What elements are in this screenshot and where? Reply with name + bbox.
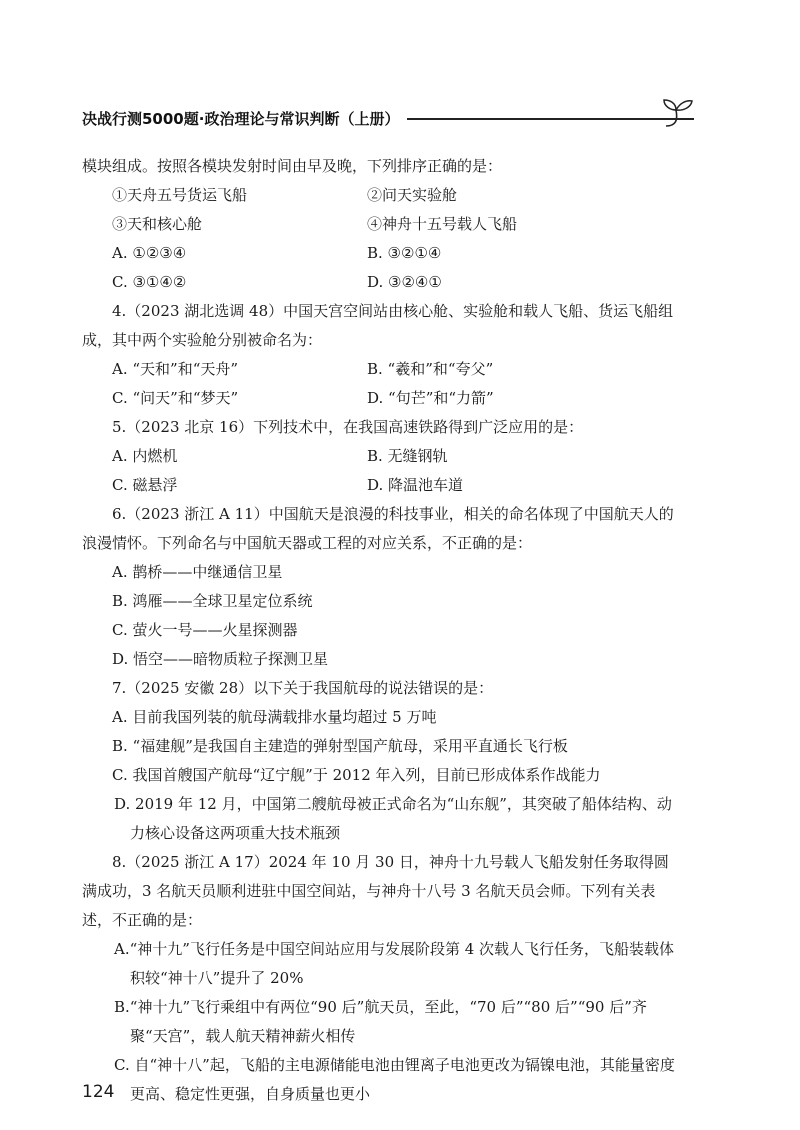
question-stem: 7.（2025 安徽 28）以下关于我国航母的说法错误的是：: [112, 679, 494, 697]
option: C. 萤火一号——火星探测器: [112, 621, 298, 639]
option: B. 鸿雁——全球卫星定位系统: [112, 592, 313, 610]
question-stem: 模块组成。按照各模块发射时间由早及晚，下列排序正确的是：: [82, 157, 503, 175]
question-4: [82, 297, 682, 413]
item: ①天舟五号货运飞船: [112, 186, 248, 204]
option: A. 内燃机: [112, 447, 178, 465]
option-row: [82, 471, 682, 500]
question-stem: 4.（2023 湖北选调 48）中国天宫空间站由核心舱、实验舱和载人飞船、货运飞船组成，其中两个实验舱分别被命名为：: [82, 302, 674, 349]
item: ④神舟十五号载人飞船: [367, 215, 518, 233]
item: ②问天实验舱: [367, 186, 458, 204]
option-row: [82, 239, 682, 268]
option: D. 降温池车道: [367, 476, 464, 494]
option: C. 自“神十八”起，飞船的主电源储能电池由锂离子电池更改为镉镍电池，其能量密度更高、稳定性更强，自身质量也更小: [114, 1056, 675, 1103]
option: D. “句芒”和“力箭”: [367, 389, 494, 407]
question-list: [82, 152, 682, 1109]
sprout-icon: [646, 92, 696, 128]
running-header: [82, 106, 694, 130]
question-3: [82, 152, 682, 297]
question-stem: 8.（2025 浙江 A 17）2024 年 10 月 30 日，神舟十九号载人飞船发射任务取得圆满成功，3 名航天员顺利进驻中国空间站，与神舟十八号 3 名航天员会师。下列有关表述，不正确的是：: [82, 853, 669, 929]
page-number: 124: [82, 1082, 115, 1102]
option: B. ③②①④: [367, 244, 442, 262]
item-row: [82, 210, 682, 239]
option: C. 我国首艘国产航母“辽宁舰”于 2012 年入列，目前已形成体系作战能力: [112, 766, 601, 784]
option: B. “羲和”和“夸父”: [367, 360, 494, 378]
option: B. 无缝钢轨: [367, 447, 448, 465]
question-8: [82, 848, 682, 1109]
option: D. ③②④①: [367, 273, 442, 291]
option: C. 磁悬浮: [112, 476, 178, 494]
option: A. ①②③④: [112, 244, 187, 262]
option-row: [82, 442, 682, 471]
option: D. 2019 年 12 月，中国第二艘航母被正式命名为“山东舰”，其突破了船体结构、动力核心设备这两项重大技术瓶颈: [114, 795, 672, 842]
option: C. ③①④②: [112, 273, 187, 291]
question-5: [82, 413, 682, 500]
item: ③天和核心舱: [112, 215, 203, 233]
option: A. 鹊桥——中继通信卫星: [112, 563, 283, 581]
option-row: [82, 268, 682, 297]
question-stem: 5.（2023 北京 16）下列技术中，在我国高速铁路得到广泛应用的是：: [112, 418, 584, 436]
option: A.“神十九”飞行任务是中国空间站应用与发展阶段第 4 次载人飞行任务，飞船装载体积较“神十八”提升了 20%: [114, 940, 675, 987]
question-6: [82, 500, 682, 674]
option-row: [82, 384, 682, 413]
question-stem: 6.（2023 浙江 A 11）中国航天是浪漫的科技事业，相关的命名体现了中国航天人的浪漫情怀。下列命名与中国航天器或工程的对应关系，不正确的是：: [82, 505, 674, 552]
item-row: [82, 181, 682, 210]
option: D. 悟空——暗物质粒子探测卫星: [112, 650, 329, 668]
option: B.“神十九”飞行乘组中有两位“90 后”航天员，至此，“70 后”“80 后”“90 后”齐聚“天宫”，载人航天精神薪火相传: [114, 998, 647, 1045]
book-title: 决战行测5000题·政治理论与常识判断（上册）: [82, 109, 400, 128]
question-7: [82, 674, 682, 848]
option: C. “问天”和“梦天”: [112, 389, 239, 407]
option: B. “福建舰”是我国自主建造的弹射型国产航母，采用平直通长飞行板: [112, 737, 568, 755]
option-row: [82, 355, 682, 384]
option: A. 目前我国列装的航母满载排水量均超过 5 万吨: [112, 708, 437, 726]
option: A. “天和”和“天舟”: [112, 360, 239, 378]
